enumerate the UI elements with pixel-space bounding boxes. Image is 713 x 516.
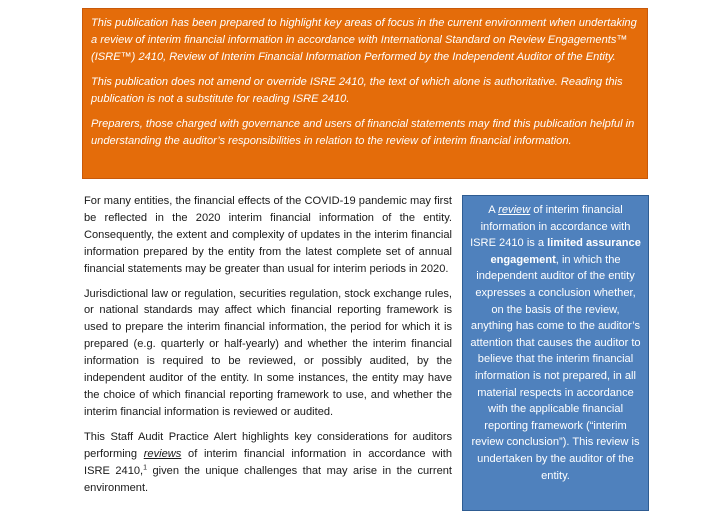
body-paragraph: For many entities, the financial effects of the COVID-19 pandemic may first be reflected in the 2020 interim financial information of the entity. Consequently, the extent and complexity of updates in the interim financial information prepared by the entity from the latest complete set of annual financial statements may be greater than usual for interim periods in 2020. [84, 195, 452, 275]
review-definition-callout [462, 195, 649, 511]
banner-paragraph: This publication does not amend or override ISRE 2410, the text of which alone is authoritative. Reading this publication is not a substitute for reading ISRE 2410. [91, 76, 623, 105]
body-text: This Staff Audit Practice Alert highlights key considerations for auditors performing [84, 430, 452, 460]
body-text: given the unique challenges that may arise in the current environment. [84, 464, 452, 494]
review-emphasis: review [498, 204, 531, 216]
banner-paragraph: This publication has been prepared to highlight key areas of focus in the current environment when undertaking a review of interim financial information in accordance with International Standard on Review Engagements™ (ISRE™) 2410, Review of Interim Financial Information Performed by the Independent Auditor of the Entity. [91, 17, 637, 63]
body-text: of interim financial information in accordance with ISRE 2410, [84, 447, 452, 477]
body-paragraph [84, 429, 452, 497]
footnote-reference[interactable]: 1 [143, 463, 148, 471]
disclaimer-banner [82, 8, 648, 179]
callout-text: of interim financial information in accordance with ISRE 2410 is a [470, 204, 631, 250]
body-paragraph: Jurisdictional law or regulation, securities regulation, stock exchange rules, or national standards may affect which financial reporting framework is used to prepare the interim financial information, the period for which it is prepared (e.g. quarterly or half-yearly) and whether the interim financial information is required to be reviewed, or possibly audited, by the independent auditor of the entity. In some instances, the entity may have the choice of which financial reporting framework to use, and whether the interim financial information is reviewed or audited. [84, 287, 452, 418]
reviews-emphasis: reviews [143, 447, 182, 460]
limited-assurance-term: limited assurance engagement [490, 237, 641, 266]
main-text-column [84, 193, 452, 504]
callout-text: , in which the independent auditor of the entity expresses a conclusion whether, on the basis of the review, anything has come to the auditor’s attention that causes the auditor to believe that the interim financial information is not prepared, in all material respects in accordance with the applicable financial reporting framework (“interim review conclusion”). This review is undertaken by the auditor of the entity. [470, 253, 641, 482]
callout-text: A [488, 204, 499, 216]
banner-paragraph: Preparers, those charged with governance and users of financial statements may find this publication helpful in understanding the auditor’s responsibilities in relation to the review of interim financial information. [91, 118, 635, 147]
